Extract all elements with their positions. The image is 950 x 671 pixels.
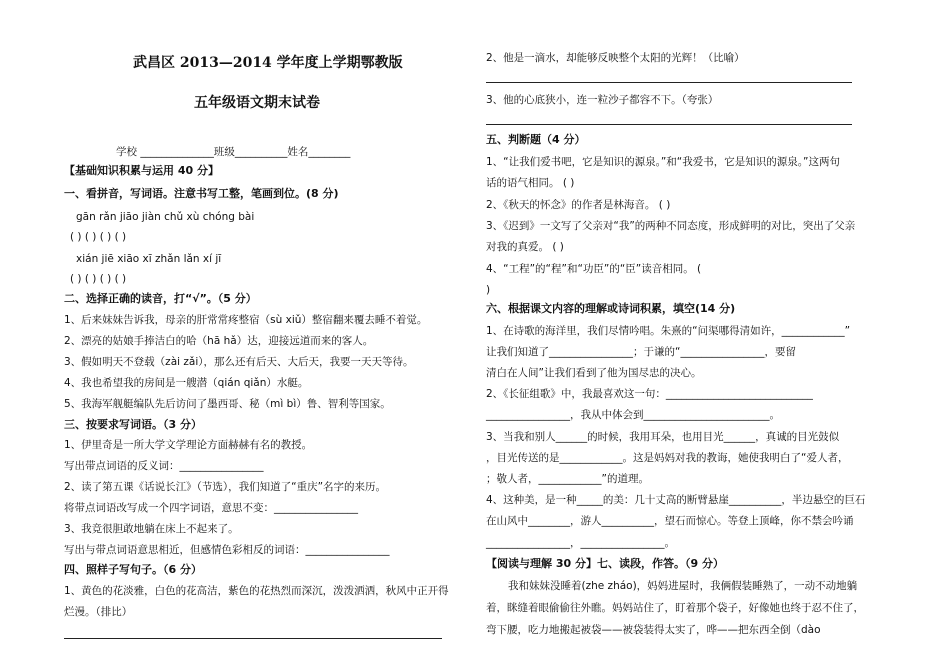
q4-item-2: 2、他是一滴水，却能够反映整个太阳的光辉！（比喻）	[486, 52, 745, 64]
q5-item-2[interactable]: 2、《秋天的怀念》的作者是林海音。 ( )	[486, 199, 671, 211]
q3-item-2-answer[interactable]: 将带点词语改写成一个四字词语，意思不变：________________	[64, 502, 358, 514]
q4-item-3: 3、他的心底狭小，连一粒沙子都容不下。（夸张）	[486, 94, 719, 106]
q6-item-1-cont[interactable]: 让我们知道了________________；于谦的“________________，要留	[486, 346, 796, 358]
exam-subtitle: 五年级语文期末试卷	[194, 95, 320, 111]
q5-item-1-cont[interactable]: 话的语气相同。 ( )	[486, 177, 575, 189]
q3-item-3-answer[interactable]: 写出与带点词语意思相近，但感情色彩相反的词语：________________	[64, 544, 390, 556]
q3-item-2: 2、读了第五课《话说长江》（节选），我们知道了“重庆”名字的来历。	[64, 481, 387, 493]
q5-item-3: 3、《迟到》一文写了父亲对“我”的两种不同态度，形成鲜明的对比，突出了父亲	[486, 220, 856, 232]
q5-item-4-cont: )	[486, 284, 491, 296]
exam-title: 武昌区 2013—2014 学年度上学期鄂教版	[133, 55, 403, 71]
q6-item-2[interactable]: 2、《长征组歌》中，我最喜欢这一句：____________________________	[486, 388, 813, 400]
q6-item-3-end[interactable]: ；敬人者，____________”的道理。	[486, 473, 649, 485]
q5-item-3-cont[interactable]: 对我的真爱。 ( )	[486, 241, 564, 253]
q6-item-3[interactable]: 3、当我和别人______的时候，我用耳朵，也用目光______，真诚的目光鼓似	[486, 431, 840, 443]
q4-item-1-cont: 烂漫。（排比）	[64, 606, 133, 618]
q1-pinyin-row-1: gān rǎn jiāo jiàn chǔ xù chóng bài	[76, 211, 255, 223]
q3-item-3: 3、我竞很胆敢地躺在床上不起来了。	[64, 523, 239, 535]
q2-item-3: 3、假如明天不登载（zài zǎi），那么还有后天、大后天，我要一天天等待。	[64, 356, 414, 368]
question-6-heading: 六、根据课文内容的理解或诗词积累，填空(14 分)	[486, 302, 736, 315]
question-5-heading: 五、判断题（4 分）	[486, 133, 586, 146]
q2-item-5: 5、我海军舰艇编队先后访问了墨西哥、秘（mì bì）鲁、智利等国家。	[64, 398, 391, 410]
q3-item-1: 1、伊里奇是一所大学文学理论方面赫赫有名的教授。	[64, 439, 313, 451]
q6-item-1[interactable]: 1、在诗歌的海洋里，我们尽情吟唱。朱熹的“问渠哪得清如许，____________”	[486, 325, 851, 337]
q5-item-1: 1、“让我们爱书吧，它是知识的源泉。”和“我爱书，它是知识的源泉。”这两句	[486, 156, 840, 168]
q2-item-1: 1、后来妹妹告诉我，母亲的肝常常疼整宿（sù xiǔ）整宿翻来覆去睡不着觉。	[64, 314, 428, 326]
q6-item-4-end[interactable]: ________________，________________。	[486, 537, 675, 549]
section-reading: 【阅读与理解 30 分】七、读段，作答。（9 分）	[486, 557, 724, 570]
q1-pinyin-row-2: xián jiē xiāo xī zhǎn lǎn xí jī	[76, 253, 222, 265]
q4-item-1-answer-line[interactable]	[64, 638, 442, 639]
q4-item-1: 1、黄色的花淡雅，白色的花高洁，紫色的花热烈而深沉，泼泼洒洒，秋风中正开得	[64, 585, 449, 597]
q4-item-3-answer-line[interactable]	[486, 124, 852, 125]
q6-item-4[interactable]: 4、这种美，是一种_____的美：几十丈高的断臂悬崖__________，半边悬空的巨石	[486, 494, 866, 506]
q6-item-2-cont[interactable]: ________________，我从中体会到________________________。	[486, 409, 780, 421]
section-basic-knowledge: 【基础知识积累与运用 40 分】	[64, 164, 219, 177]
q1-answer-row-1[interactable]: ( ) ( ) ( ) ( )	[70, 231, 127, 243]
left-column	[64, 0, 464, 671]
right-column	[486, 0, 896, 671]
question-4-heading: 四、照样子写句子。（6 分）	[64, 563, 202, 576]
q6-item-3-cont[interactable]: ，目光传送的是____________。这是妈妈对我的教诲，她使我明白了“爱人者，	[486, 452, 849, 464]
reading-paragraph-line-2: 着，眯缝着眼偷偷往外瞧。妈妈站住了，盯着那个袋子，好像她也终于忍不住了，	[486, 602, 864, 614]
reading-paragraph-line-1: 我和妹妹没睡着(zhe zháo)，妈妈进屋时，我俩假装睡熟了，一动不动地躺	[508, 580, 858, 592]
question-2-heading: 二、选择正确的读音，打“√”。（5 分）	[64, 292, 257, 305]
q2-item-2: 2、漂亮的姑娘手捧洁白的哈（hā hǎ）达，迎接远道而来的客人。	[64, 335, 374, 347]
question-3-heading: 三、按要求写词语。（3 分）	[64, 418, 202, 431]
q4-item-2-answer-line[interactable]	[486, 82, 852, 83]
reading-paragraph-line-3: 弯下腰，吃力地搬起被袋——被袋装得太实了，哗——把东西全倒（dào	[486, 624, 821, 636]
q1-answer-row-2[interactable]: ( ) ( ) ( ) ( )	[70, 273, 127, 285]
question-1-heading: 一、看拼音，写词语。注意书写工整，笔画到位。(8 分)	[64, 187, 339, 200]
student-info-line: 学校 ______________班级__________姓名________	[116, 146, 351, 158]
q5-item-4[interactable]: 4、“工程”的“程”和“功臣”的“臣”读音相同。 (	[486, 263, 702, 275]
q2-item-4: 4、我也希望我的房间是一艘潜（qián qiǎn）水艇。	[64, 377, 309, 389]
q6-item-4-cont[interactable]: 在山风中________，游人__________，望石而惊心。等登上顶峰，你不禁会吟诵	[486, 515, 854, 527]
q6-item-1-end: 清白在人间”让我们看到了他为国尽忠的决心。	[486, 367, 702, 379]
q3-item-1-answer[interactable]: 写出带点词语的反义词：________________	[64, 460, 264, 472]
